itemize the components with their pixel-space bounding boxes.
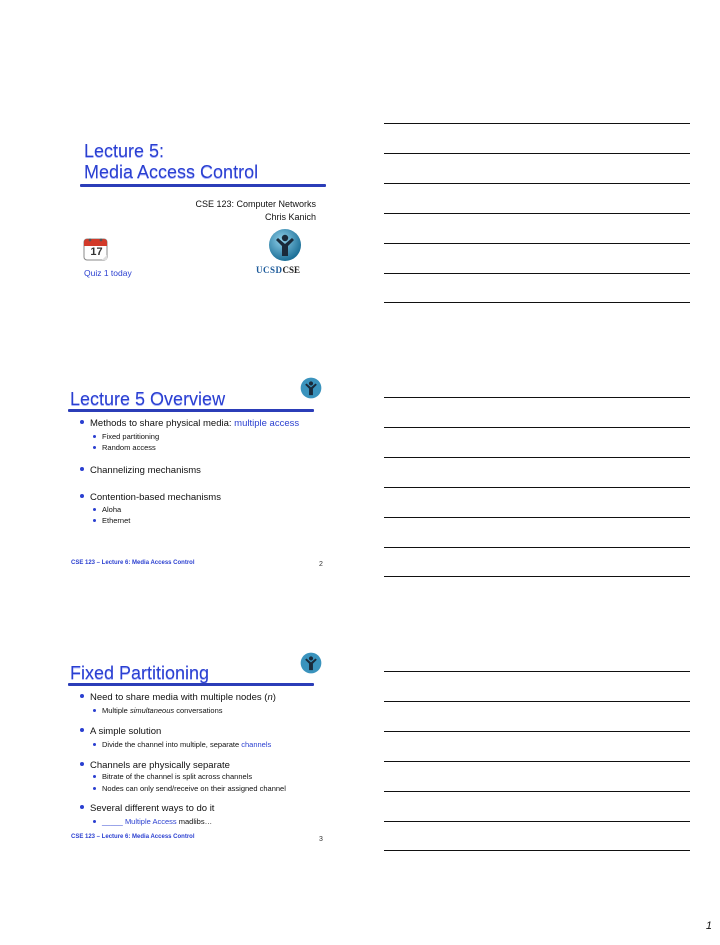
- slide-3-bullet-4: [80, 803, 214, 815]
- bullet-text: Divide the channel into multiple, separate: [102, 740, 242, 749]
- slide-3-title: Fixed Partitioning: [70, 663, 210, 683]
- note-line: [384, 547, 690, 548]
- slide-3-page-number: 3: [319, 836, 323, 843]
- bullet-highlight: _____ Multiple Access: [102, 817, 177, 826]
- slide-2-bullet-3-sub-1: [93, 505, 121, 515]
- course-name: CSE 123: Computer Networks: [195, 199, 316, 209]
- handout-page-number: 1: [705, 920, 712, 932]
- bullet-highlight: channels: [241, 740, 272, 749]
- slide-2-bullet-1-sub-1: [93, 432, 159, 442]
- note-line: [384, 517, 690, 518]
- note-line: [384, 397, 690, 398]
- bullet-text: Methods to share physical media:: [90, 418, 235, 429]
- bullet-dot: [80, 728, 84, 732]
- note-line: [384, 427, 690, 428]
- note-line: [384, 821, 690, 822]
- bullet-text: conversations: [174, 706, 223, 715]
- note-line: [384, 153, 690, 154]
- slide-2-bullet-3-sub-2: [93, 516, 130, 526]
- ucsd-wordmark: UCSD: [256, 265, 283, 275]
- slide-3-bullet-2-sub: [93, 740, 271, 750]
- slide-3-footer: CSE 123 – Lecture 6: Media Access Control: [71, 834, 195, 840]
- ucsd-cse-logo-icon: [268, 228, 302, 262]
- slide-2-bullet-2: [80, 465, 201, 477]
- note-line: [384, 243, 690, 244]
- bullet-dot: [80, 467, 84, 471]
- bullet-highlight: multiple access: [234, 418, 300, 429]
- bullet-text: Aloha: [102, 505, 122, 514]
- bullet-dot: [93, 446, 96, 449]
- bullet-text: ): [272, 692, 276, 703]
- note-line: [384, 183, 690, 184]
- ucsd-logo-icon: [300, 377, 322, 399]
- slide-3-bullet-4-sub: [93, 817, 212, 827]
- slide-3-bullet-3-sub-2: [93, 784, 286, 794]
- note-line: [384, 213, 690, 214]
- slide-1-title-line-1: Lecture 5:: [84, 141, 165, 161]
- bullet-text: Random access: [102, 443, 156, 452]
- slide-3-title-rule: [68, 683, 314, 686]
- slide-2-bullet-1: [80, 418, 299, 430]
- note-line: [384, 850, 690, 851]
- quiz-note: Quiz 1 today: [84, 268, 132, 278]
- slide-3-bullet-3-sub-1: [93, 772, 252, 782]
- bullet-text: Several different ways to do it: [90, 803, 215, 814]
- bullet-text: Bitrate of the channel is split across channels: [102, 772, 253, 781]
- author-name: Chris Kanich: [264, 212, 316, 222]
- slide-3-bullet-3: [80, 760, 230, 772]
- note-line: [384, 701, 690, 702]
- note-line: [384, 576, 690, 577]
- bullet-text: Contention-based mechanisms: [90, 492, 221, 503]
- slide-2-title-rule: [68, 409, 314, 412]
- slide-3-bullet-1: [80, 692, 276, 704]
- note-line: [384, 671, 690, 672]
- bullet-text: Channels are physically separate: [90, 760, 230, 771]
- ucsd-cse-wordmark: [256, 265, 300, 275]
- ucsd-logo-icon: [300, 652, 322, 674]
- bullet-dot: [80, 420, 84, 424]
- bullet-text: A simple solution: [90, 726, 162, 737]
- bullet-dot: [93, 787, 96, 790]
- bullet-italic: simultaneous: [129, 706, 175, 715]
- bullet-dot: [93, 775, 96, 778]
- bullet-text: madlibs…: [176, 817, 213, 826]
- bullet-italic: n: [267, 692, 273, 703]
- note-line: [384, 731, 690, 732]
- bullet-dot: [93, 709, 96, 712]
- bullet-text: Multiple: [102, 706, 130, 715]
- slide-2-bullet-1-sub-2: [93, 443, 156, 453]
- slide-2-footer: CSE 123 – Lecture 6: Media Access Control: [71, 560, 195, 566]
- slide-2-title: Lecture 5 Overview: [70, 389, 226, 409]
- bullet-dot: [93, 519, 96, 522]
- bullet-dot: [93, 435, 96, 438]
- bullet-text: Fixed partitioning: [102, 432, 160, 441]
- note-line: [384, 123, 690, 124]
- bullet-dot: [80, 694, 84, 698]
- bullet-dot: [80, 762, 84, 766]
- bullet-dot: [93, 743, 96, 746]
- slide-3-bullet-1-sub: [93, 706, 223, 716]
- slide-2-bullet-3: [80, 492, 221, 504]
- note-line: [384, 761, 690, 762]
- slide-1-title-line-2: Media Access Control: [84, 162, 259, 182]
- bullet-dot: [93, 508, 96, 511]
- bullet-text: Nodes can only send/receive on their assigned channel: [102, 784, 286, 793]
- note-line: [384, 457, 690, 458]
- bullet-dot: [80, 805, 84, 809]
- note-line: [384, 273, 690, 274]
- slide-1-title-rule: [80, 184, 326, 187]
- bullet-text: Need to share media with multiple nodes (: [90, 692, 268, 703]
- bullet-text: Channelizing mechanisms: [90, 465, 201, 476]
- note-line: [384, 302, 690, 303]
- bullet-dot: [93, 820, 96, 823]
- bullet-dot: [80, 494, 84, 498]
- cse-wordmark: CSE: [282, 265, 301, 275]
- slide-3-bullet-2: [80, 726, 161, 738]
- note-line: [384, 487, 690, 488]
- note-line: [384, 791, 690, 792]
- calendar-day: 17: [90, 246, 103, 258]
- slide-2-page-number: 2: [319, 561, 323, 568]
- bullet-text: Ethernet: [102, 516, 131, 525]
